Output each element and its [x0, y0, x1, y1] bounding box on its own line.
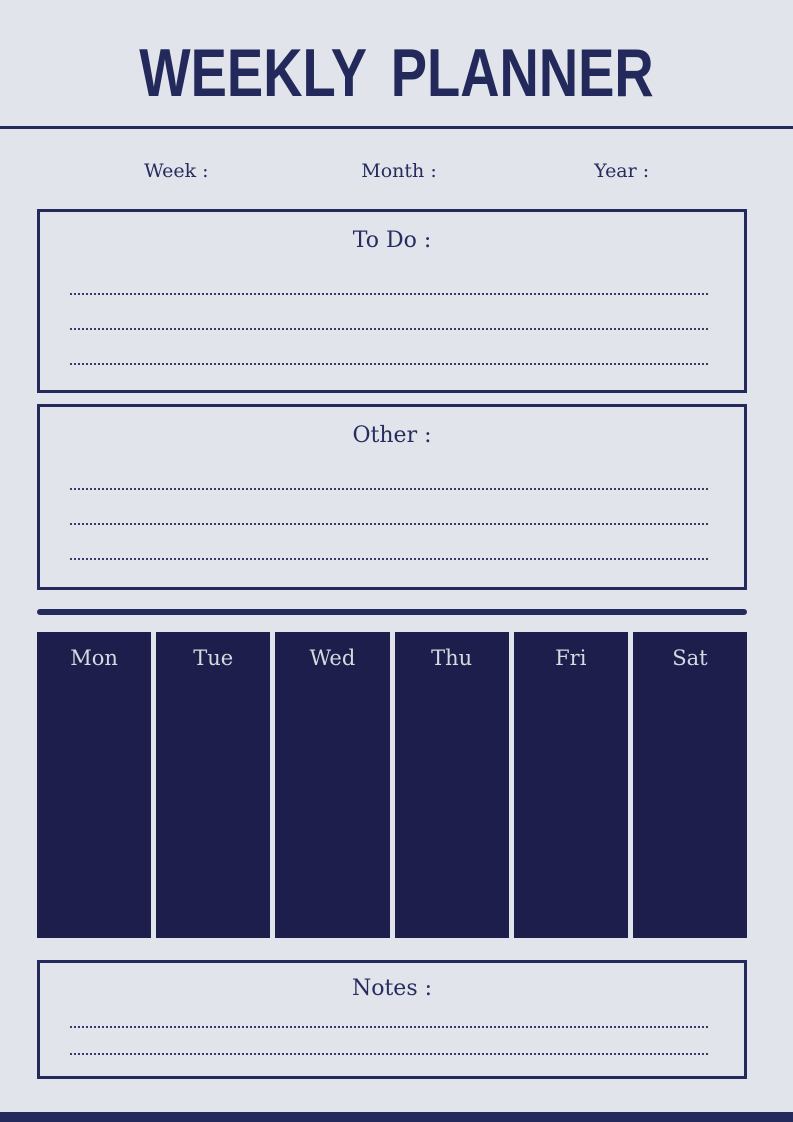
day-label: Mon: [70, 646, 118, 670]
day-column-wed: [275, 632, 389, 938]
day-column-thu: [395, 632, 509, 938]
section-divider: [37, 609, 747, 615]
write-line: [70, 1053, 710, 1055]
other-heading: Other :: [352, 423, 432, 448]
day-label: Sat: [672, 646, 708, 670]
write-line: [70, 293, 710, 295]
week-field-label: Week :: [144, 160, 209, 182]
other-section: [37, 404, 747, 590]
write-line: [70, 363, 710, 365]
day-label: Fri: [555, 646, 587, 670]
write-line: [70, 328, 710, 330]
todo-section: [37, 209, 747, 393]
todo-heading: To Do :: [352, 228, 432, 253]
day-column-mon: [37, 632, 151, 938]
page-header: [0, 28, 793, 118]
write-line: [70, 1026, 710, 1028]
month-field-label: Month :: [361, 160, 437, 182]
day-label: Tue: [193, 646, 234, 670]
page-title: WEEKLY PLANNER: [139, 35, 654, 111]
day-label: Thu: [431, 646, 473, 670]
notes-section: [37, 960, 747, 1079]
week-grid: [37, 632, 747, 938]
day-column-tue: [156, 632, 270, 938]
write-line: [70, 488, 710, 490]
year-field-label: Year :: [594, 160, 650, 182]
day-column-fri: [514, 632, 628, 938]
day-label: Wed: [309, 646, 356, 670]
footer-bar: [0, 1112, 793, 1122]
write-line: [70, 523, 710, 525]
title-divider: [0, 126, 793, 129]
write-line: [70, 558, 710, 560]
notes-heading: Notes :: [351, 976, 433, 1001]
meta-row: [65, 160, 733, 182]
day-column-sat: [633, 632, 747, 938]
